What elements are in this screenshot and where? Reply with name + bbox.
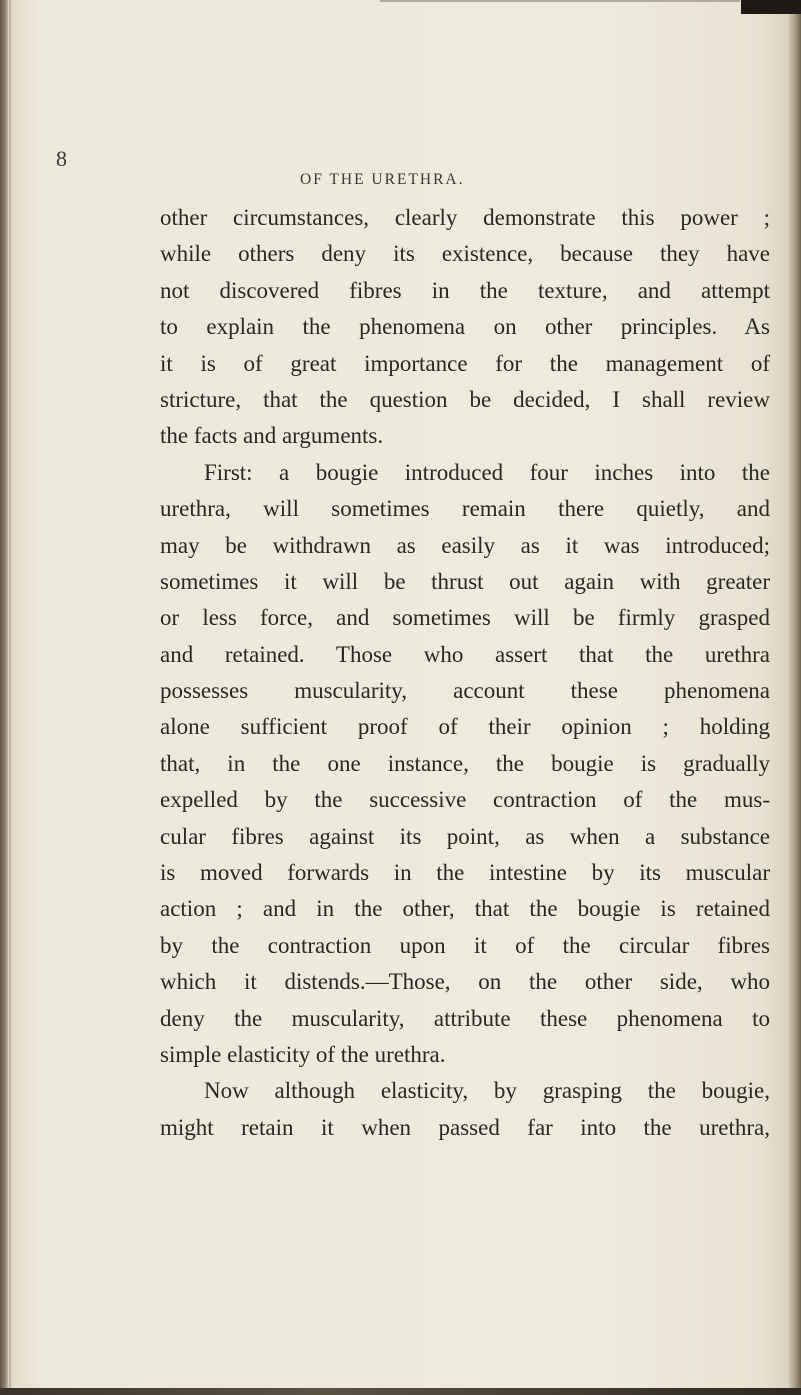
- text-line: Now although elasticity, by grasping the bougie,: [204, 1078, 770, 1104]
- text-line: it is of great importance for the management of: [160, 350, 770, 376]
- text-line: possesses muscularity, account these phenomena: [160, 678, 770, 704]
- text-line: expelled by the successive contraction of the mus-: [160, 787, 770, 813]
- text-line: deny the muscularity, attribute these phenomena to: [160, 1005, 770, 1031]
- text-line: by the contraction upon it of the circular fibres: [160, 932, 770, 958]
- binding-gutter: [0, 0, 8, 1395]
- scan-line-top: [380, 0, 740, 2]
- text-line: which it distends.—Those, on the other side, who: [160, 969, 770, 995]
- text-line: other circumstances, clearly demonstrate this power ;: [160, 205, 770, 230]
- text-line: not discovered fibres in the texture, and attempt: [160, 277, 770, 303]
- text-line: sometimes it will be thrust out again with greater: [160, 568, 770, 594]
- running-head: OF THE URETHRA.: [300, 171, 465, 188]
- page-edge-right: [789, 0, 801, 1395]
- text-line: or less force, and sometimes will be firmly grasped: [160, 605, 770, 631]
- text-line: First: a bougie introduced four inches into the: [204, 459, 770, 485]
- scan-edge-top: [741, 0, 801, 14]
- text-line: may be withdrawn as easily as it was introduced;: [160, 532, 770, 558]
- text-line: is moved forwards in the intestine by its muscular: [160, 860, 770, 886]
- text-line: to explain the phenomena on other principles. As: [160, 314, 770, 340]
- page-number: 8: [56, 146, 67, 171]
- text-line: urethra, will sometimes remain there quietly, and: [160, 496, 770, 522]
- text-line: simple elasticity of the urethra.: [160, 1041, 446, 1067]
- text-line: cular fibres against its point, as when a substance: [160, 823, 770, 849]
- text-line: alone sufficient proof of their opinion ; holding: [160, 714, 770, 740]
- text-line: and retained. Those who assert that the urethra: [160, 641, 770, 667]
- text-line: action ; and in the other, that the bougie is retained: [160, 896, 770, 922]
- text-line: stricture, that the question be decided, I shall review: [160, 386, 770, 412]
- text-line: might retain it when passed far into the urethra,: [160, 1114, 770, 1140]
- text-line: that, in the one instance, the bougie is gradually: [160, 750, 770, 776]
- gutter-shadow-line: [9, 0, 11, 1395]
- scan-edge-bottom: [0, 1388, 801, 1395]
- text-line: the facts and arguments.: [160, 423, 384, 449]
- body-text: [160, 200, 770, 1146]
- text-line: while others deny its existence, because they have: [160, 241, 770, 267]
